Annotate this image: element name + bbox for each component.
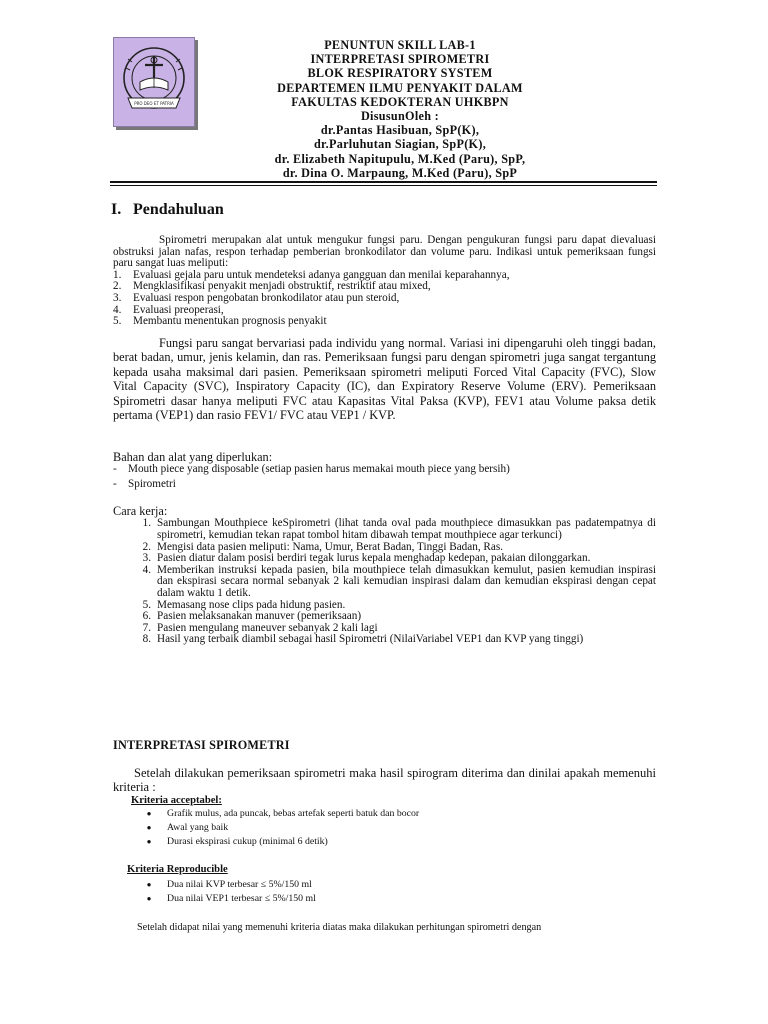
list-item: 7. Pasien mengulang maneuver sebanyak 2 kali lagi	[142, 621, 378, 634]
equipment-list	[113, 464, 656, 490]
author-3: dr. Elizabeth Napitupulu, M.Ked (Paru), SpP,	[274, 151, 526, 166]
list-item: ● Durasi ekspirasi cukup (minimal 6 detik)	[131, 835, 651, 849]
procedure-block	[113, 504, 656, 646]
bullet-icon: ●	[146, 823, 152, 832]
indication-list	[113, 270, 656, 328]
author-2: dr.Parluhutan Siagian, SpP(K),	[313, 137, 487, 152]
reproducible-criteria-block	[127, 864, 647, 906]
acceptable-criteria-list	[131, 807, 651, 850]
section-title: Pendahuluan	[133, 201, 224, 218]
university-logo	[113, 37, 195, 127]
list-item: 2. Mengklasifikasi penyakit menjadi obstruktif, restriktif atau mixed,	[113, 280, 431, 293]
logo-banner-text: PRO DEO ET PATRIA	[134, 101, 174, 106]
section-number: I.	[111, 201, 122, 218]
bullet-icon: ●	[146, 808, 152, 818]
closing-paragraph: Setelah didapat nilai yang memenuhi kriteria diatas maka dilakukan perhitungan spirometri dengan	[137, 922, 542, 933]
list-item: ● Dua nilai VEP1 terbesar ≤ 5%/150 ml	[131, 892, 647, 906]
header-line-4: DEPARTEMEN ILMU PENYAKIT DALAM	[277, 80, 523, 95]
section-heading	[111, 201, 224, 219]
list-item: ● Grafik mulus, ada puncak, bebas artefak seperti batuk dan bocor	[131, 807, 651, 821]
bullet-icon: ●	[146, 837, 152, 847]
list-item: 1. Evaluasi gejala paru untuk mendeteksi adanya gangguan dan menilai keparahannya,	[113, 268, 510, 281]
equipment-label: Bahan dan alat yang diperlukan:	[113, 450, 273, 464]
list-item: 4. Memberikan instruksi kepada pasien, bila mouthpiece telah dimasukkan kemulut, pasien kemudian inspirasi dan ekspirasi secara normal sebanyak 2 kali kemudian inspirasi dalam dan kemudian ekspirasi dengan cepat dalam waktu 1 detik.	[142, 563, 656, 599]
header-rule-thin	[110, 185, 657, 186]
interpretation-intro: Setelah dilakukan pemeriksaan spirometri maka hasil spirogram diterima dan dinilai apakah memenuhi kriteria :	[113, 766, 656, 794]
intro-paragraph: Spirometri merupakan alat untuk mengukur fungsi paru. Dengan pengukuran fungsi paru dapat dievaluasi obstruksi jalan nafas, respon terhadap pemberian bronkodilator dan volume paru. Indikasi untuk pemeriksaan fungsi paru sangat luas meliputi:	[113, 234, 656, 270]
list-item: 5. Membantu menentukan prognosis penyakit	[113, 315, 327, 328]
variation-paragraph-block	[113, 336, 656, 422]
procedure-label: Cara kerja:	[113, 504, 168, 518]
list-item: - Spirometri	[113, 478, 176, 490]
acceptable-criteria-block	[131, 795, 651, 850]
list-item: 6. Pasien melaksanakan manuver (pemeriksaan)	[142, 610, 362, 623]
author-4: dr. Dina O. Marpaung, M.Ked (Paru), SpP	[282, 165, 518, 180]
reproducible-criteria-label: Kriteria Reproducible	[127, 864, 228, 875]
header-line-5: FAKULTAS KEDOKTERAN UHKBPN	[291, 94, 509, 109]
list-item: ● Dua nilai KVP terbesar ≤ 5%/150 ml	[131, 878, 647, 892]
list-item: ● Awal yang baik	[131, 821, 651, 835]
list-item: 5. Memasang nose clips pada hidung pasien.	[142, 598, 346, 611]
reproducible-criteria-list	[131, 878, 647, 907]
bullet-icon: ●	[146, 894, 152, 903]
equipment-block	[113, 450, 656, 491]
acceptable-criteria-label: Kriteria acceptabel:	[131, 795, 222, 806]
intro-paragraph-block	[113, 235, 656, 328]
list-item: 3. Evaluasi respon pengobatan bronkodilator atau pun steroid,	[113, 291, 400, 304]
procedure-steps	[113, 518, 656, 646]
header-line-1: PENUNTUN SKILL LAB-1	[324, 38, 476, 52]
document-header	[200, 38, 600, 180]
list-item: 2. Mengisi data pasien meliputi: Nama, Umur, Berat Badan, Tinggi Badan, Ras.	[142, 540, 504, 553]
closing-paragraph-block	[113, 922, 656, 934]
header-rule-thick	[110, 181, 657, 183]
list-item: 8. Hasil yang terbaik diambil sebagai hasil Spirometri (NilaiVariabel VEP1 dan KVP yang tinggi)	[142, 633, 584, 646]
interpretation-heading: INTERPRETASI SPIROMETRI	[113, 738, 290, 752]
list-item: 4. Evaluasi preoperasi,	[113, 303, 224, 316]
list-item: 1. Sambungan Mouthpiece keSpirometri (lihat tanda oval pada mouthpiece dimasukkan pas padatempatnya di spirometri, kemudian tekan rapat tombol hitam dibawah tempat mouthpiece agar terkunci)	[142, 517, 656, 541]
header-line-2: INTERPRETASI SPIROMETRI	[310, 52, 490, 67]
bullet-icon: ●	[146, 879, 152, 889]
header-line-3: BLOK RESPIRATORY SYSTEM	[307, 66, 493, 81]
list-item: - Mouth piece yang disposable (setiap pasien harus memakai mouth piece yang bersih)	[113, 463, 510, 476]
author-1: dr.Pantas Hasibuan, SpP(K),	[320, 123, 480, 138]
variation-paragraph: Fungsi paru sangat bervariasi pada individu yang normal. Variasi ini dipengaruhi oleh tinggi badan, berat badan, umur, jenis kelamin, dan ras. Pemeriksaan fungsi paru dengan spirometri juga sangat tergantung kepada usaha maksimal dari pasien. Pemeriksaan spirometri meliputi Forced Vital Capacity (FVC), Slow Vital Capacity (SVC), Inspiratory Capacity (IC), dan Expiratory Reserve Volume (ERV). Pemeriksaan Spirometri dasar hanya meliputi FVC atau Kapasitas Vital Paksa (KVP), FEV1 atau Volume paksa detik pertama (VEP1) dan rasio FEV1/ FVC atau VEP1 / KVP.	[113, 336, 656, 423]
header-line-6: DisusunOleh :	[360, 109, 440, 124]
university-crest-icon	[114, 38, 194, 126]
interpretation-intro-block	[113, 766, 656, 794]
list-item: 3. Pasien diatur dalam posisi berdiri tegak lurus kepala menghadap kedepan, pakaian dilonggarkan.	[142, 552, 591, 565]
